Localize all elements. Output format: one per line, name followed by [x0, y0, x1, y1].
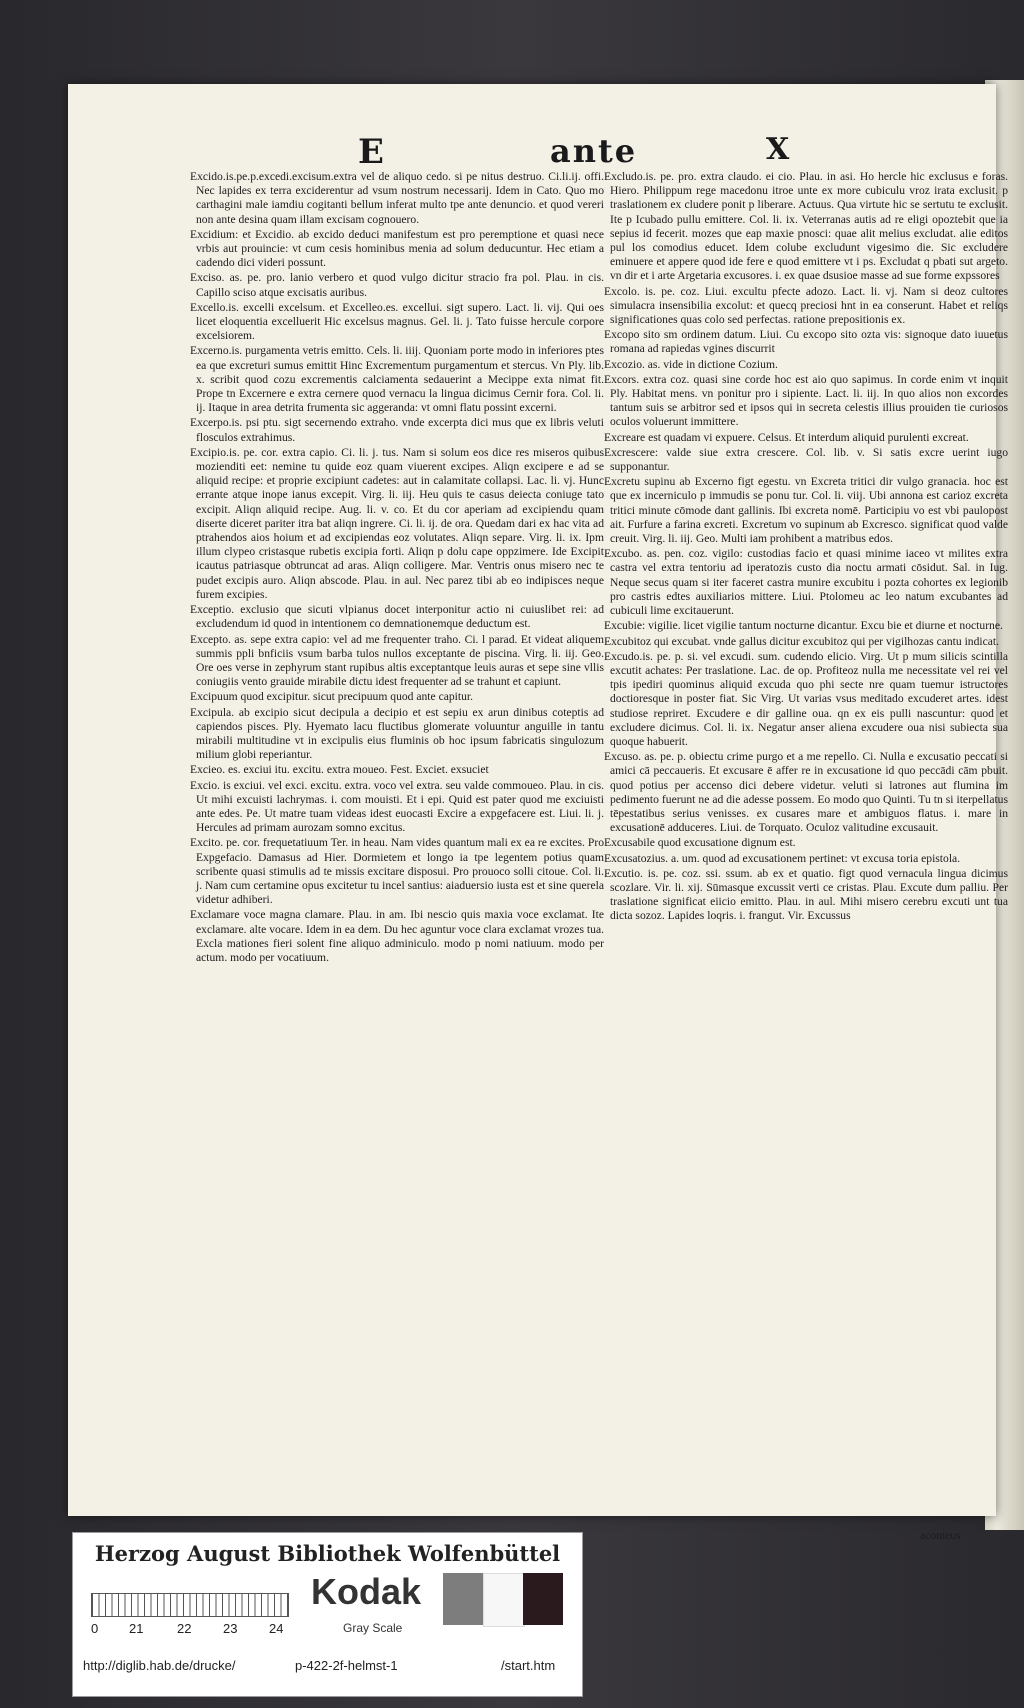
ruler-numbers	[91, 1621, 311, 1637]
dictionary-entry: Excolo. is. pe. coz. Liui. excultu pfecte adozo. Lact. li. vj. Nam si deoz cultores simulacra insensibilia excolut: et quecq preciosi hnt in ea conserunt. Habet et reliqs significationes quas colo sed perfectas. ratione prepositionis ex.	[604, 284, 1008, 327]
dictionary-entry: Excito. pe. cor. frequetatiuum Ter. in heau. Nam vides quantum mali ex ea re excites. Pro Expgefacio. Damasus ad Hier. Dormietem et longo ia tpe legentem potius quam scribente quasi stimulis ad te missis excitare disposui. Pro prouoco solli citoue. Col. li. j. Nam cum certamine opus excitetur tu incel santius: aiaduersio iusta est et sine querela videtur adhiberi.	[190, 836, 604, 907]
dictionary-entry: Excopo sito sm ordinem datum. Liui. Cu excopo sito ozta vis: signoque dato iuuetus romana ad rapiedas vgines discurrit	[604, 328, 1008, 356]
ruler-number: 21	[129, 1621, 144, 1636]
ruler-number: 23	[223, 1621, 238, 1636]
dictionary-entry: Excretu supinu ab Excerno figt egestu. vn Excreta tritici dir vulgo granacia. hoc est que ex incerniculo p immudis se ponu tur. Col. li. viij. Ubi annona est carioz excreta tritici minute cōmode dant gallinis. Ibi excreta nomē. Participiu vo est vbi paulopost ait. Furfure a farina excreti. Excretum vo supinum ab Excresco. significat quod valde creuit. Virg. li. iij. Geo. Multi iam prohibent a matribus edos.	[604, 475, 1008, 546]
dictionary-entry: Excubo. as. pen. coz. vigilo: custodias facio et quasi minime iaceo vt milites extra castra vel extra tentoriu ad iperatozis custo dia noctu armati cōsidut. Sal. in Iug. Neque secus quam si iter faceret castra munire excubitu i pozta cohortes ex legionib pro castris edtes auxiliarios mittere. Liui. Ptolomeu ac leo natum excubantes ad cubiculi lime excitauerunt.	[604, 547, 1008, 618]
dictionary-entry: Excozio. as. vide in dictione Cozium.	[604, 357, 778, 371]
right-column	[604, 170, 1008, 925]
dictionary-entry: Exclamare voce magna clamare. Plau. in am. Ibi nescio quis maxia voce exclamat. Ite exclamare. alte vocare. Idem in ea dem. Du hec aguntur voce clara exclamat vrozes tua. Excla mationes fieri solent fine aliquo adminiculo. modo p nomi natiuum. modo per actum. modo per vocatiuum.	[190, 908, 604, 964]
start-link[interactable]: /start.htm	[501, 1658, 556, 1673]
dictionary-entry: Excludo.is. pe. pro. extra claudo. ei cio. Plau. in asi. Ho hercle hic exclusus e foras. Hiero. Philippum rege macedonu itroe unte ex more cubiculu vroz irata exclusit. p traslationem ex cludere ponit p liberare. Actuus. Qua virtute hic se sertutu te exclusit. Ite p Icubado pullu emittere. Col. li. ix. Veterranas autis ad re eligi opoztebit que ia sepius id fecerit. mozes que eap maxie pnosci: quae alit melius excludat. alie editos pul los comodius educet. Idem colube excludunt vigesimo die. Sic excludere eminuere et appere quod ide fere e quod emittere vt i ps. Excludat q pbati sut argeto. vn dir et i arte Argetaria excusores. i. ex quae dsusioe masse ad sue forme expssores	[604, 170, 1008, 283]
dictionary-entry: Excors. extra coz. quasi sine corde hoc est aio quo sapimus. In corde enim vt inquit Ply. Habitat mens. vn ponitur pro i sipiente. Lact. li. iij. In quo alios non excordes tantum suis se arbitror sed et ipsos qui in secreta celestis illius prouiden tie curiosos oculos voluerunt immittere.	[604, 372, 1008, 429]
header-right-letter: X	[766, 132, 790, 167]
dictionary-entry: Excusatozius. a. um. quod ad excusationem pertinet: vt excusa toria epistola.	[604, 851, 961, 865]
left-column	[190, 170, 604, 966]
dictionary-entry: Exceptio. exclusio que sicuti vlpianus docet interponitur actio ni cuiuslibet rei: ad excludendum id quod in intentionem co demnationemque deductum est.	[190, 603, 604, 631]
shelfmark: p-422-2f-helmst-1	[295, 1658, 398, 1673]
gray-scale-label: Gray Scale	[343, 1621, 403, 1635]
dictionary-entry: Excerno.is. purgamenta vetris emitto. Cels. li. iiij. Quoniam porte modo in inferiores ptes ea que excreturi sumus emittit Hinc Excrementum purgamentum et stercus. Vn Ply. lib. x. scribit quod cozu excrementis calciamenta sedauerint a Mecippe exta nimat fit. Prope tn Excernere e extra cernere quod vernacu la lingua dicimus Cernir fora. Col. li. ij. Itaque in area detrita frumenta sic aggeranda: vt omni flatu possint excerni.	[190, 344, 604, 415]
dictionary-entry: Excrescere: valde siue extra crescere. Col. lib. v. Si satis excre uerint iugo supponantur.	[604, 445, 1008, 474]
dictionary-entry: Excieo. es. exciui itu. excitu. extra moueo. Fest. Exciet. exsuciet	[190, 763, 489, 777]
dictionary-entry: Excuso. as. pe. p. obiectu crime purgo et a me repello. Ci. Nulla e excusatio peccati si amici cā peccaueris. Et excusare ē affer re in excusatione id quo peccādi cām pbuit. quod potius per accenso dici debere videtur. veluti si latrones aut flumina im pedimento fuerunt ne ad die adesse possem. Eo modo quo Quinti. Tu tn si iterpellatus tēpestatibus serius venisses. ex cusares mare et ambiguos flatus. i. mare in excusationē adduceres. Liui. de Torquato. Oculoz valitudine excusauit.	[604, 750, 1008, 835]
kodak-logo: Kodak	[311, 1571, 422, 1612]
dictionary-entry: Excreare est quadam vi expuere. Celsus. Et interdum aliquid purulenti excreat.	[604, 430, 969, 444]
dictionary-entry: Excello.is. excelli excelsum. et Excelleo.es. excellui. sigt supero. Lact. li. vij. Qui oes licet eloquentia excelluerit Hic excelsus magnus. Gel. li. j. Tato fuisse hercule corpore excelsiorem.	[190, 300, 604, 343]
white-swatch	[483, 1573, 525, 1627]
dictionary-entry: Excipuum quod excipitur. sicut precipuum quod ante capitur.	[190, 690, 474, 704]
library-url: http://diglib.hab.de/drucke/	[83, 1658, 236, 1673]
dictionary-entry: Excido.is.pe.p.excedi.excisum.extra vel de aliquo cedo. si pe nitus destruo. Ci.li.ij. offi. Nec lapides ex terra exciderentur ad vsum nostrum necessarij. Idem in Cato. Quo mo carthagini male iamdiu cogitanti bellum inferat multo tpe ante denuncio. et quod vereri non ante desina quam illam excisam cognouero.	[190, 170, 604, 226]
dictionary-entry: Exciso. as. pe. pro. lanio verbero et quod vulgo dicitur stracio fra pol. Plau. in cis. Capillo sciso atque excisatis auribus.	[190, 271, 604, 299]
dictionary-entry: Excutio. is. pe. coz. ssi. ssum. ab ex et quatio. figt quod vernacula lingua dicimus scozlare. Vir. li. xij. Sūmasque excussit verti ce cristas. Plau. Excute dum palliu. Per traslatione significat eiicio emitto. Plau. in aul. Mihi misero cerebru excuti unt tua dicta sozoz. Lapides loqris. i. frangut. Vir. Excussus	[604, 866, 1008, 923]
ruler-number: 24	[269, 1621, 284, 1636]
dictionary-entry: Excubitoz qui excubat. vnde gallus dicitur excubitoz qui per vigilhozas cantu indicat.	[604, 634, 1000, 648]
catchword: aconteus	[920, 1529, 961, 1542]
scale-ruler	[91, 1593, 289, 1617]
black-swatch	[523, 1573, 563, 1625]
dictionary-entry: Excudo.is. pe. p. si. vel excudi. sum. cudendo elicio. Virg. Ut p mum silicis scintilla excutit achates: Per traslatione. Lac. de op. Profiteoz nulla me necessitate vel rei vel tpis ipediri quominus aliquid excuda quo phi secte nre quam tuemur istructores doctioresque in poster fiat. Sic Virg. Ut varias vsus meditado excuderet artes. idest studiose repriret. Excudere e dir galline oua. qn ex eis pulli nascuntur: quod et excludere dicimus. Col. li. ix. Negatur anser aliena excudere oua nisi subiecta sua quoque habuerit.	[604, 649, 1008, 748]
header-left-letter: E	[358, 132, 384, 172]
dictionary-entry: Excerpo.is. psi ptu. sigt secernendo extraho. vnde excerpta dici mus que ex libris veluti flosculos extrahimus.	[190, 416, 604, 444]
ruler-number: 22	[177, 1621, 192, 1636]
dictionary-entry: Excepto. as. sepe extra capio: vel ad me frequenter traho. Ci. l parad. Et videat aliquem summis ppli bnficiis vsum barba tulos nullos exceptante de piscina. Virg. li. iij. Geo. Ore oes verse in zephyrum stant rupibus altis exceptantque leuis auras et sepe sine vllis coniugiis vento grauide mirabile dictu idest frequenter ad se trahunt et capiunt.	[190, 632, 604, 689]
book-page	[68, 84, 1008, 1542]
dictionary-entry: Excidium: et Excidio. ab excido deduci manifestum est pro peremptione et quasi nece vrbis aut prouincie: vt cum cesis hominibus menia ad solum deducuntur. Hec etiam a cadendo dici videri possunt.	[190, 227, 604, 270]
library-title: Herzog August Bibliothek Wolfenbüttel	[94, 1541, 561, 1566]
header-center-word: ante	[550, 132, 638, 170]
library-label	[72, 1532, 583, 1697]
dictionary-entry: Excipio.is. pe. cor. extra capio. Ci. li. j. tus. Nam si solum eos dice res miseros quibus mozienditi eet: nemine tu quide eoz quam viuerent excipes. Aliqn excipere e ad se aliquid recipe: et proprie excipiunt cadetes: aut in calamitate collapsi. Lac. li. vj. Hunc errante atque inope ianus excepit. Virg. li. iij. Heu quis te casus deiecta coniuge tato excipit. Aliqn aliquid recipe. Aug. li. v. co. Et du cor aperiam ad excipiendu quam diserte diceret pariter itra bat aliqn ingrere. Ci. li. ij. de ora. Quedam dari ex hac vita ad ptrahendos aios hoium et ad excipiendas eoz volutates. Aliqn separe. Virg. li. ix. Ipm illum clypeo cristasque rubetis excipia forti. Aliqn p dolu cape oppzimere. Ide Excipit icautus patriasque obtruncat ad aras. Aliqn colligere. Mar. Ventris onus misero nec te pudet excipis auro. Aliqn abscode. Plau. in aul. Nec parez tibi ab eo indipisces neque furem excipies.	[190, 445, 604, 601]
running-header	[68, 132, 996, 172]
gray-swatch	[443, 1573, 483, 1625]
dictionary-entry: Excio. is exciui. vel exci. excitu. extra. voco vel extra. seu valde commoueo. Plau. in cis. Ut mihi excuisti lachrymas. i. com mouisti. Et i epi. Quid est pater quod me exciuisti ante edes. Pe. Ut matre tuam videas idest euocasti Excire a expgefacere est. Liui. li. j. Hercules ad primam aurozam somno excitus.	[190, 778, 604, 835]
dictionary-entry: Excipula. ab excipio sicut decipula a decipio et est sepiu ex arun dinibus coteptis ad capiendos pisces. Ply. Hyemato lacu fluctibus glomerate voluuntur anguille in tantu mirabili multitudine vt in excipulis eius fluminis ob hoc ipsum fabricatis singulozum milium globi reperiantur.	[190, 705, 604, 762]
dictionary-entry: Excubie: vigilie. licet vigilie tantum nocturne dicantur. Excu bie et diurne et nocturne.	[604, 619, 1003, 633]
ruler-number: 0	[91, 1621, 99, 1636]
dictionary-entry: Excusabile quod excusatione dignum est.	[604, 836, 796, 850]
